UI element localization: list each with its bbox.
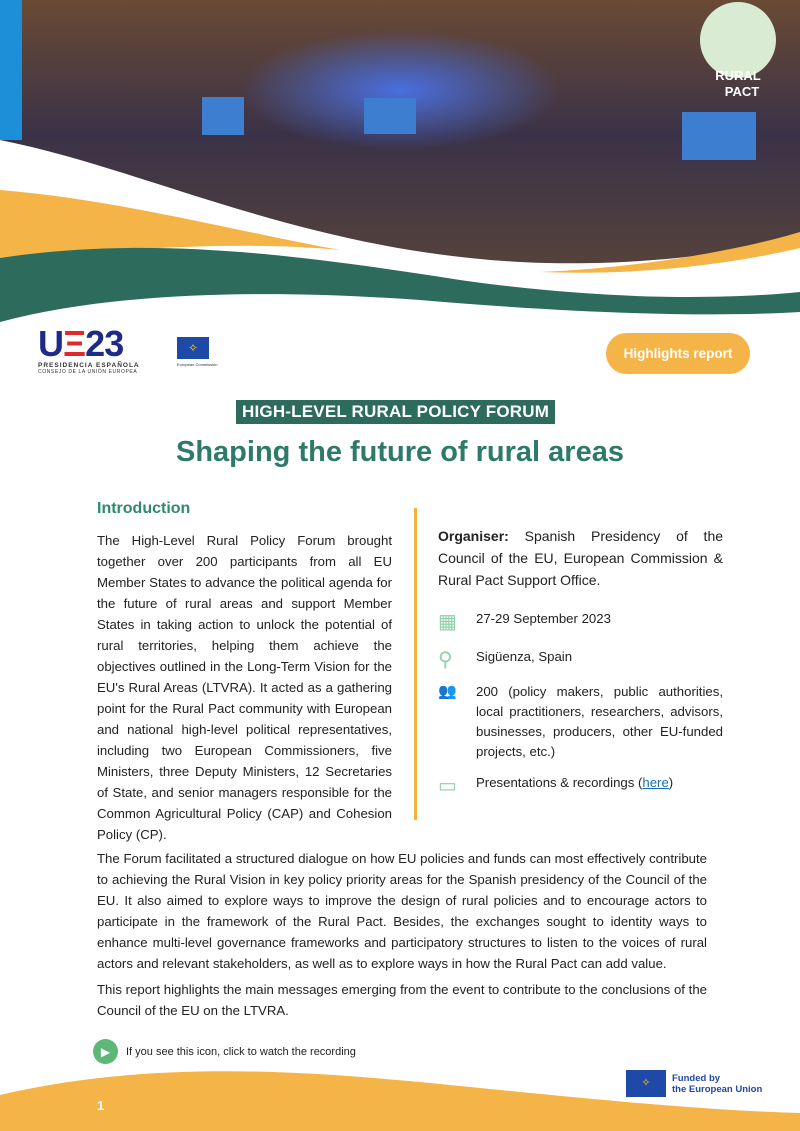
fact-presentations: ▭ Presentations & recordings (here): [438, 775, 674, 797]
fact-date: ▦ 27-29 September 2023: [438, 611, 611, 633]
rural-pact-logo: RURAL: [715, 68, 761, 83]
svg-text:PACT: PACT: [724, 84, 760, 99]
video-camera-icon: ▶: [93, 1039, 118, 1064]
intro-text: The High-Level Rural Policy Forum brought together over 200 participants from all EU Member States to advance the political agenda for the future of rural areas and support Member States in taking action to unlock the potential of rural territories, helping them achieve the objectives outlined in the Long-Term Vision for the EU's Rural Areas (LTVRA). It acted as a gathering point for the Rural Pact community with European and national high-level political representatives, including two European Commissioners, five Ministers, three Deputy Ministers, 12 Secretaries of State, and senior managers responsible for the Common Agricultural Policy (CAP) and Cohesion Policy (CP).: [97, 533, 392, 842]
divider: [414, 508, 417, 820]
presentations-link[interactable]: here: [642, 775, 669, 790]
european-commission-logo: ✧ European Commission: [162, 322, 236, 374]
laptop-icon: ▭: [438, 775, 457, 797]
highlights-report-badge: Highlights report: [606, 333, 750, 374]
ue23-logo: UΞ23 PRESIDENCIA ESPAÑOLA CONSEJO DE LA UNIÓN EUROPEA: [38, 323, 140, 375]
fact-location: ⚲ Sigüenza, Spain: [438, 649, 573, 671]
calendar-icon: ▦: [438, 611, 457, 633]
organiser: Organiser: Spanish Presidency of the Council of the EU, European Commission & Rural Pact Support Office.: [438, 528, 724, 588]
body-paragraph: This report highlights the main messages emerging from the event to contribute to the conclusions of the Council of the EU on the LTVRA.: [97, 982, 707, 1018]
page-title: Shaping the future of rural areas: [176, 436, 624, 468]
fact-participants: 👥 200 (policy makers, public authorities, local practitioners, researchers, advisors, businesses, producers, other EU-funded projects, etc.): [438, 682, 723, 762]
recording-note: ▶ If you see this icon, click to watch the recording: [93, 1039, 356, 1064]
location-pin-icon: ⚲: [438, 649, 453, 671]
body-paragraph: The Forum facilitated a structured dialogue on how EU policies and funds can most effectively contribute to achieving the Rural Vision in key policy priority areas for the Spanish presidency of the Council of the EU. It also aimed to explore ways to improve the design of rural policies and to encourage actors to participate in the framework of the Rural Pact. Besides, the exchanges sought to identity ways to enhance multi-level governance frameworks and participatory structures to listen to the voices of rural actors and relevant stakeholders, as well as to explore ways in how the Rural Pact can add value.: [97, 851, 707, 971]
header-photo-banner: [0, 0, 800, 330]
eu-flag-icon: ✧: [626, 1070, 666, 1097]
page-number: 1: [97, 1098, 105, 1113]
people-icon: 👥: [438, 683, 457, 700]
intro-heading: Introduction: [97, 500, 191, 517]
forum-tag: HIGH-LEVEL RURAL POLICY FORUM: [236, 400, 555, 424]
eu-funded-logo: ✧ Funded by the European Union: [626, 1070, 762, 1097]
